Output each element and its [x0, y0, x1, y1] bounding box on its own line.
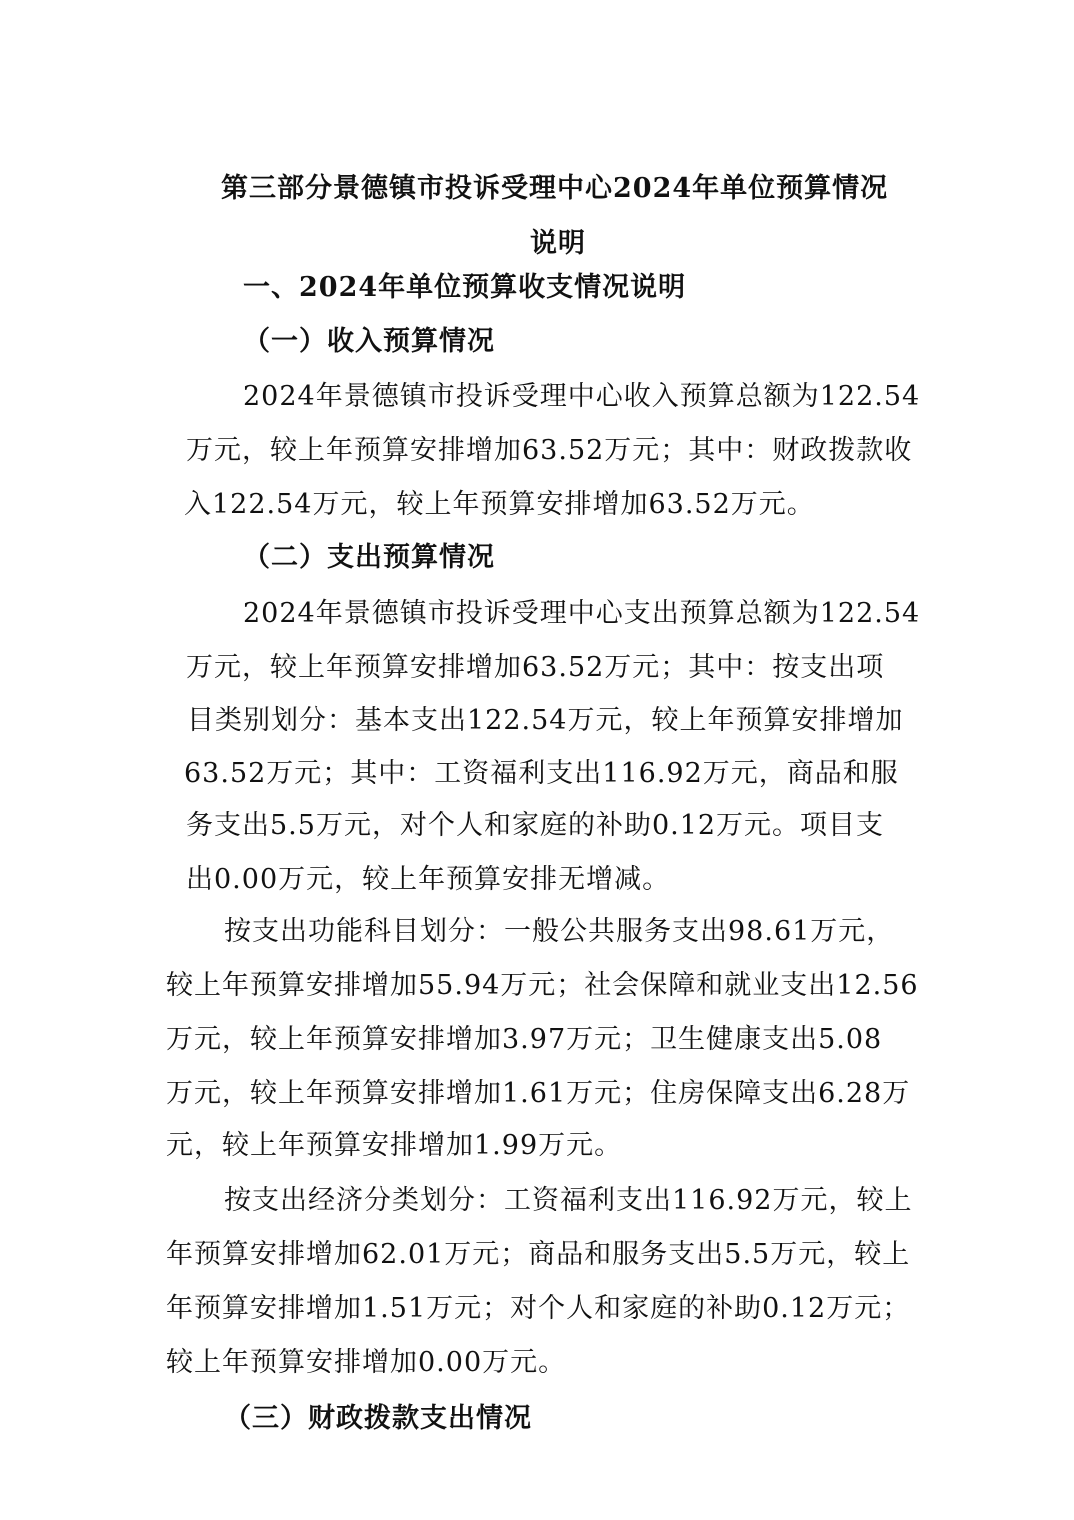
functional-paragraph-line: 较上年预算安排增加55.94万元；社会保障和就业支出12.56: [166, 970, 919, 1001]
section-heading-1: 一、2024年单位预算收支情况说明: [243, 272, 687, 303]
page-title-line-2: 说明: [530, 228, 586, 259]
functional-paragraph-line: 万元，较上年预算安排增加1.61万元；住房保障支出6.28万: [166, 1078, 911, 1109]
functional-paragraph-line: 按支出功能科目划分：一般公共服务支出98.61万元，: [224, 916, 895, 947]
income-heading: （一）收入预算情况: [243, 326, 495, 357]
expense-paragraph-line: 63.52万元；其中：工资福利支出116.92万元，商品和服: [184, 758, 899, 789]
economic-paragraph-line: 年预算安排增加1.51万元；对个人和家庭的补助0.12万元；: [166, 1293, 911, 1324]
functional-paragraph-line: 元，较上年预算安排增加1.99万元。: [166, 1130, 623, 1161]
expense-heading: （二）支出预算情况: [243, 542, 495, 573]
economic-paragraph-line: 按支出经济分类划分：工资福利支出116.92万元，较上: [224, 1185, 913, 1216]
page-title-line-1: 第三部分景德镇市投诉受理中心2024年单位预算情况: [221, 173, 889, 204]
expense-paragraph-line: 出0.00万元，较上年预算安排无增减。: [186, 864, 671, 895]
income-paragraph-line: 万元，较上年预算安排增加63.52万元；其中：财政拨款收: [186, 435, 913, 466]
expense-paragraph-line: 务支出5.5万元，对个人和家庭的补助0.12万元。项目支: [186, 810, 885, 841]
expense-paragraph-line: 2024年景德镇市投诉受理中心支出预算总额为122.54: [243, 598, 921, 629]
income-paragraph-line: 入122.54万元，较上年预算安排增加63.52万元。: [184, 489, 815, 520]
income-paragraph-line: 2024年景德镇市投诉受理中心收入预算总额为122.54: [243, 381, 921, 412]
economic-paragraph-line: 较上年预算安排增加0.00万元。: [166, 1347, 567, 1378]
expense-paragraph-line: 万元，较上年预算安排增加63.52万元；其中：按支出项: [186, 652, 885, 683]
economic-paragraph-line: 年预算安排增加62.01万元；商品和服务支出5.5万元，较上: [166, 1239, 911, 1270]
functional-paragraph-line: 万元，较上年预算安排增加3.97万元；卫生健康支出5.08: [166, 1024, 883, 1055]
fiscal-heading: （三）财政拨款支出情况: [224, 1403, 532, 1434]
expense-paragraph-line: 目类别划分：基本支出122.54万元，较上年预算安排增加: [187, 705, 904, 736]
